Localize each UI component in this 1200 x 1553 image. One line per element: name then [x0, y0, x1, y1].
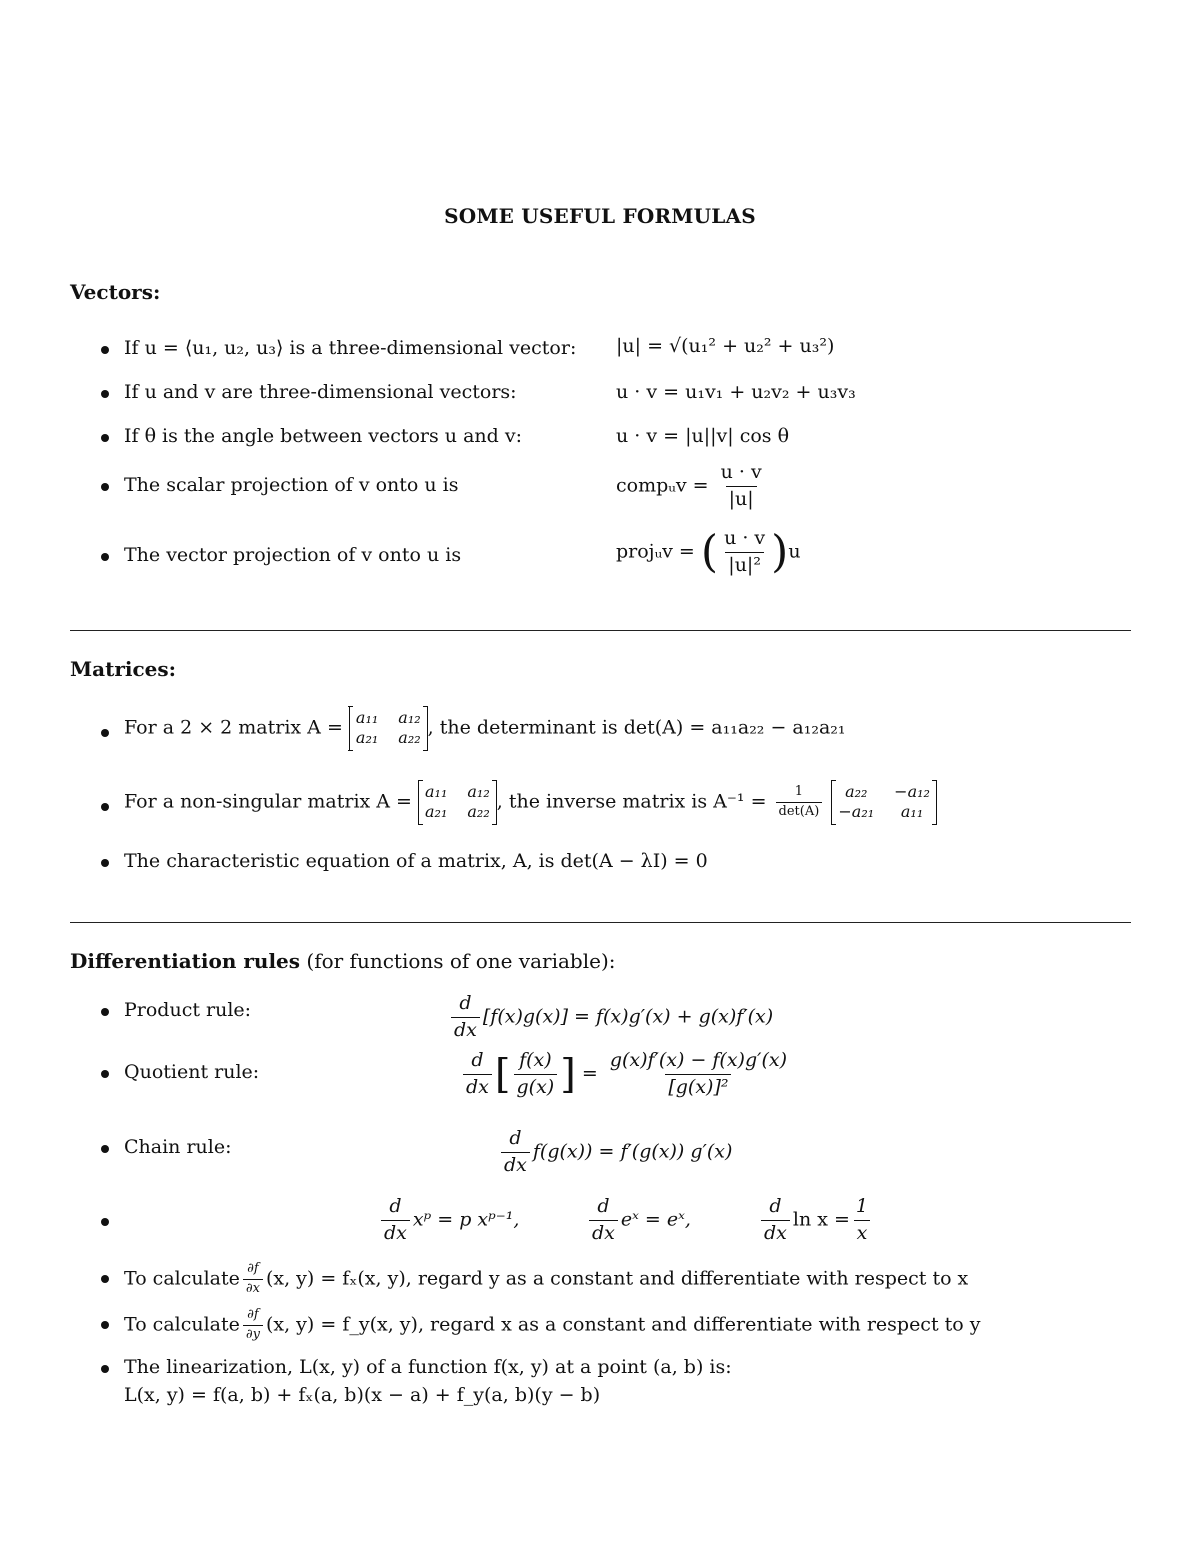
power-rule-formula: $\frac{d}{dx}$ xᵖ = p xᵖ⁻¹,	[378, 1196, 519, 1245]
vectors-item-2-formula: u · v = u₁v₁ + u₂v₂ + u₃v₃	[616, 381, 856, 403]
matrices-heading: Matrices:	[70, 657, 177, 681]
bullet	[101, 1275, 109, 1283]
bullet	[101, 434, 109, 442]
matrices-item-2	[124, 781, 937, 824]
bullet	[101, 483, 109, 491]
bullet	[101, 390, 109, 398]
vectors-item-5-text: The vector projection of v onto u is	[124, 544, 462, 566]
vectors-item-1-formula: |u| = √(u₁² + u₂² + u₃²)	[616, 335, 835, 357]
formula-left: compᵤv =	[616, 474, 709, 497]
matrices-item-3: The characteristic equation of a matrix, A, is det(A − λI) = 0	[124, 850, 708, 872]
linearization-line-2: L(x, y) = f(a, b) + fₓ(a, b)(x − a) + f_y(a, b)(y − b)	[124, 1384, 601, 1406]
fraction	[718, 462, 765, 511]
chain-rule-formula: $\frac{d}{dx}$ f(g(x)) = f′(g(x)) g′(x)	[498, 1128, 732, 1177]
log-rule-formula: $\frac{d}{dx}$ ln x = $\frac{1}{x}$	[758, 1196, 874, 1245]
matrices-item-1-text-after: , the determinant is det(A) = a₁₁a₂₂ − a₁₂a₂₁	[427, 716, 846, 739]
vectors-item-3-formula: u · v = |u||v| cos θ	[616, 425, 790, 447]
chain-rule-label: Chain rule:	[124, 1136, 232, 1158]
matrix-adjugate: a₂₂ −a₁₂ −a₂₁ a₁₁	[831, 781, 937, 824]
fraction-denominator: |u|	[726, 486, 757, 511]
differentiation-heading: Differentiation rules (for functions of one variable):	[70, 949, 616, 973]
fraction	[721, 528, 768, 577]
linearization-line-1: The linearization, L(x, y) of a function f(x, y) at a point (a, b) is:	[124, 1356, 732, 1378]
bullet	[101, 1145, 109, 1153]
vectors-item-2-text: If u and v are three-dimensional vectors:	[124, 381, 517, 403]
bullet	[101, 1321, 109, 1329]
vectors-item-3-text: If θ is the angle between vectors u and v:	[124, 425, 522, 447]
product-rule-formula: $\frac{d}{dx}$ [f(x)g(x)] = f(x)g′(x) + g(x)f′(x)	[448, 993, 773, 1042]
scalar-projection-formula	[616, 462, 768, 511]
bullet	[101, 553, 109, 561]
matrices-item-2-text-before: For a non-singular matrix A =	[124, 790, 412, 813]
quotient-rule-formula: $\frac{d}{dx}$ [ $\frac{f(x)}{g(x)}$ ] = $\frac{g(x)f'(x) - f(x)g'(x)}{\text{[g(x)]²}}$	[460, 1050, 793, 1099]
matrices-item-1	[124, 707, 846, 750]
bullet	[101, 346, 109, 354]
bullet	[101, 1070, 109, 1078]
bullet	[101, 803, 109, 811]
matrices-item-2-text-mid: , the inverse matrix is A⁻¹ =	[496, 790, 767, 813]
product-rule-label: Product rule:	[124, 999, 252, 1021]
formula-left: projᵤv =	[616, 540, 695, 563]
vectors-item-1-text: If u = ⟨u₁, u₂, u₃⟩ is a three-dimensional vector:	[124, 337, 577, 359]
matrix-a: a₁₁ a₁₂ a₂₁ a₂₂	[349, 707, 428, 750]
section-divider	[70, 922, 1131, 923]
vectors-item-4-text: The scalar projection of v onto u is	[124, 474, 459, 496]
bullet	[101, 859, 109, 867]
page-title: SOME USEFUL FORMULAS	[444, 204, 756, 228]
vectors-heading: Vectors:	[70, 280, 161, 304]
partial-y-item: To calculate $\frac{\partial f}{\partial y}$ (x, y) = f_y(x, y), regard x as a constant and differentiate with respect to y	[124, 1307, 981, 1342]
formula-right: u	[788, 540, 801, 563]
vector-projection-formula: projᵤv = ( $\frac{u \cdot v}{\text{|u|²}}$ )u	[616, 526, 801, 578]
bullet	[101, 1365, 109, 1373]
fraction-numerator: u · v	[720, 461, 762, 483]
bullet	[101, 729, 109, 737]
exponential-rule-formula: $\frac{d}{dx}$ eˣ = eˣ,	[586, 1196, 691, 1245]
quotient-rule-label: Quotient rule:	[124, 1061, 260, 1083]
matrices-item-1-text-before: For a 2 × 2 matrix A =	[124, 716, 343, 739]
fraction-denominator: |u|²	[725, 552, 764, 577]
section-divider	[70, 630, 1131, 631]
matrix-a: a₁₁ a₁₂ a₂₁ a₂₂	[418, 781, 497, 824]
partial-x-item: To calculate $\frac{\partial f}{\partial x}$ (x, y) = fₓ(x, y), regard y as a constant and differentiate with respect to x	[124, 1261, 969, 1296]
bullet	[101, 1008, 109, 1016]
fraction: $\frac{1}{\det(A)}$	[776, 785, 823, 820]
fraction-numerator: u · v	[724, 527, 766, 549]
bullet	[101, 1218, 109, 1226]
